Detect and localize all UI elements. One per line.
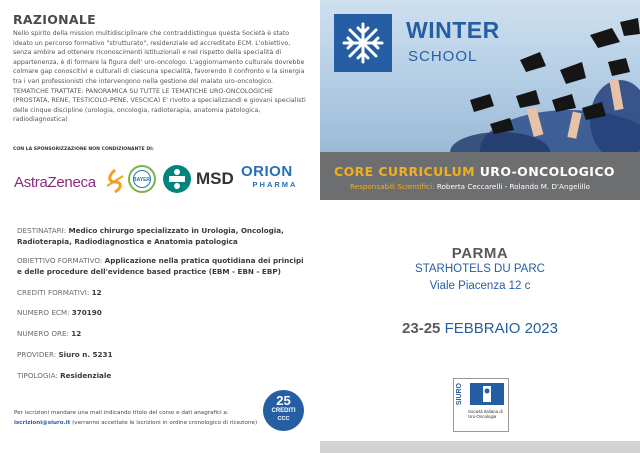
bayer-name: BAYER bbox=[133, 177, 151, 183]
school-title: SCHOOL bbox=[408, 48, 478, 65]
ecm-label: NUMERO ECM: bbox=[17, 308, 70, 317]
credits-badge-label: CREDITI bbox=[271, 408, 296, 414]
credits-badge bbox=[263, 390, 304, 431]
astrazeneca-swirl-icon bbox=[104, 168, 126, 194]
event-date-days: 23-25 bbox=[402, 320, 441, 337]
sponsor-logos bbox=[0, 160, 320, 200]
orion-pharma: PHARMA bbox=[252, 180, 298, 189]
event-date-month: FEBBRAIO 2023 bbox=[444, 320, 558, 337]
registration-line1: Per iscrizioni mandare una mail indicando titolo del corso e dati anagrafici a: bbox=[14, 410, 229, 416]
crediti-value: 12 bbox=[91, 288, 102, 297]
snowflake-icon bbox=[334, 14, 392, 72]
tipologia-label: TIPOLOGIA: bbox=[17, 371, 58, 380]
ore-value: 12 bbox=[71, 329, 82, 338]
crediti-row bbox=[17, 288, 309, 299]
siuro-mark-icon bbox=[470, 383, 504, 405]
orion-logo bbox=[241, 164, 309, 189]
msd-mark-icon bbox=[163, 165, 191, 193]
tipologia-value: Residenziale bbox=[60, 371, 112, 380]
venue-hotel: STARHOTELS DU PARC bbox=[415, 263, 545, 275]
registration-email[interactable]: iscrizioni@siuro.it bbox=[14, 420, 71, 426]
bottom-strip bbox=[320, 441, 640, 453]
obiettivo-row bbox=[17, 256, 309, 277]
responsabili-names: Roberta Ceccarelli - Rolando M. D'Angelillo bbox=[436, 182, 590, 191]
astrazeneca-name: AstraZeneca bbox=[14, 174, 96, 191]
astrazeneca-logo bbox=[14, 174, 96, 191]
ore-row bbox=[17, 329, 309, 340]
destinatari-label: DESTINATARI: bbox=[17, 226, 67, 235]
credits-badge-number: 25 bbox=[276, 393, 291, 408]
razionale-text: Nello spirito della mission multidisciplinare che contraddistingue questa Società è stato ideato un percorso formativo "strutturato", residenziale ed accreditato ECM. L'obiettivo, senza ambire ad ottenere riconoscimenti istituzionali e nel rispetto della specialità di appartenenza, è di formare la figura dell' uro-oncologo. L'aggiornamento culturale dovrebbe colmare gap conoscitivi e culturali di ciascuna specialità, favorendo il confronto e la sinergia tra i vari professionisti che intervengono nella gestione del malato uro-oncologico. TEMATICHE TRATTATE: PANORAMICA SU TUTTE LE TEMATICHE URO-ONCOLOGICHE (PROSTATA, RENE, TESTICOLO-PENE, VESCICA) E' rivolto a specializzandi e giovani specialisti delle cinque discipline (urologia, oncologia, radioterapia, anatomia patologica, radiodiagnostica) bbox=[13, 30, 306, 124]
siuro-vertical-text: SIURO bbox=[456, 383, 463, 406]
obiettivo-label: OBIETTIVO FORMATIVO: bbox=[17, 256, 103, 265]
tipologia-row bbox=[17, 371, 309, 382]
registration-note bbox=[14, 408, 260, 428]
venue-address: Viale Piacenza 12 c bbox=[429, 280, 531, 292]
snowflake-logo bbox=[334, 14, 392, 72]
destinatari-value: Medico chirurgo specializzato in Urologia, Oncologia, Radioterapia, Radiodiagnostica e Anatomia patologica bbox=[17, 226, 284, 246]
msd-name: MSD bbox=[196, 169, 234, 188]
razionale-title: RAZIONALE bbox=[13, 12, 96, 27]
header-photo bbox=[320, 0, 640, 152]
siuro-caption: Società Italiana di Uro-Oncologia bbox=[468, 409, 503, 420]
razionale-panel bbox=[0, 0, 320, 200]
registration-line2: (verranno accettate le iscrizioni in ordine cronologico di ricezione) bbox=[72, 420, 258, 426]
provider-value: Siuro n. 5231 bbox=[58, 350, 113, 359]
ecm-value: 370190 bbox=[71, 308, 102, 317]
ore-label: NUMERO ORE: bbox=[17, 329, 69, 338]
responsabili-label: Responsabili Scientifici: bbox=[350, 182, 435, 191]
obiettivo-value: Applicazione nella pratica quotidiana dei principi e delle procedure dell'evidence based practice (EBM - EBN - EBP) bbox=[17, 256, 304, 276]
crediti-label: CREDITI FORMATIVI: bbox=[17, 288, 90, 297]
destinatari-row bbox=[17, 226, 309, 247]
orion-name: ORION bbox=[241, 163, 293, 180]
responsabili-line bbox=[350, 182, 590, 191]
venue-panel bbox=[320, 200, 640, 453]
provider-label: PROVIDER: bbox=[17, 350, 57, 359]
bayer-logo bbox=[128, 165, 156, 193]
venue-city: PARMA bbox=[451, 245, 509, 262]
provider-row bbox=[17, 350, 309, 361]
curriculum-title-part1: CORE CURRICULUM bbox=[334, 164, 475, 179]
curriculum-title-part2: URO-ONCOLOGICO bbox=[479, 164, 615, 179]
curriculum-band bbox=[320, 152, 640, 200]
event-date bbox=[320, 320, 640, 337]
ecm-row bbox=[17, 308, 309, 319]
sponsor-label: CON LA SPONSORIZZAZIONE NON CONDIZIONANTE DI: bbox=[13, 147, 154, 152]
curriculum-title bbox=[334, 164, 615, 179]
credits-badge-type: CCC bbox=[277, 416, 290, 422]
winter-title: WINTER bbox=[406, 17, 500, 43]
course-info-panel bbox=[0, 200, 320, 453]
siuro-logo bbox=[453, 378, 509, 432]
